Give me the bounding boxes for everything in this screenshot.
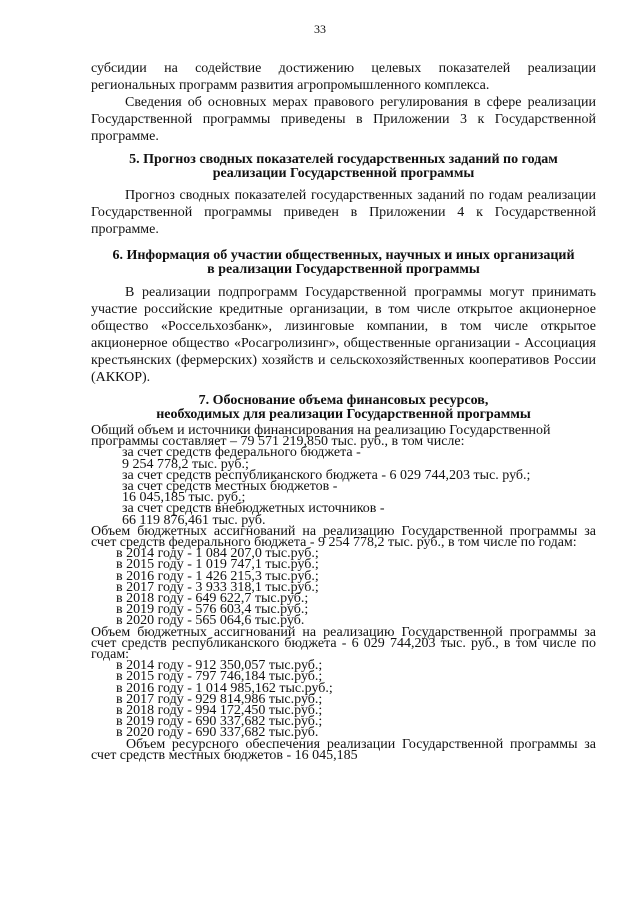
intro-paragraph-1: субсидии на содействие достижению целевых показателей реализации региональных программ развития агропромышленного комплекса. xyxy=(91,61,596,93)
source-line: 66 119 876,461 тыс. руб. xyxy=(122,512,266,528)
section-5-heading-line-2: реализации Государственной программы xyxy=(212,166,475,181)
section-7-heading xyxy=(91,394,596,422)
intro-paragraph-2: Сведения об основных мерах правового регулирования в сфере реализации Государственной программы приведены в Приложении 3 к Государственной программе. xyxy=(91,95,596,144)
local-budget-paragraph: Объем ресурсного обеспечения реализации Государственной программы за счет средств местных бюджетов - 16 045,185 xyxy=(91,736,596,763)
federal-year-line: в 2014 году - 1 084 207,0 тыс.руб.; xyxy=(116,546,319,562)
section-7-heading-line-1: 7. Обоснование объема финансовых ресурсов, xyxy=(198,393,489,408)
source-line: 16 045,185 тыс. руб.; xyxy=(122,490,246,506)
funding-total-paragraph: Общий объем и источники финансирования на реализацию Государственной программы составляет – 79 571 219,850 тыс. руб., в том числе: xyxy=(91,423,551,450)
section-7-heading-line-2: необходимых для реализации Государственной программы xyxy=(156,407,531,422)
funding-block xyxy=(91,425,596,761)
republic-year-line: в 2014 году - 912 350,057 тыс.руб.; xyxy=(116,658,323,674)
federal-year-line: в 2016 году - 1 426 215,3 тыс.руб.; xyxy=(116,568,319,584)
section-6-paragraph: В реализации подпрограмм Государственной программы могут принимать участие российские кредитные организации, в том числе открытое акционерное общество «Россельхозбанк», лизинговые компании, в том числе открытое акционерное общество «Росагролизинг», общественные организации - Ассоциация крестьянских (фермерских) хозяйств и сельскохозяйственных кооперативов России (АККОР). xyxy=(91,285,596,385)
federal-year-line: в 2017 году - 3 933 318,1 тыс.руб.; xyxy=(116,579,319,595)
republic-year-line: в 2017 году - 929 814,986 тыс.руб.; xyxy=(116,691,323,707)
page-number: 33 xyxy=(314,22,326,36)
section-5-paragraph: Прогноз сводных показателей государственных заданий по годам реализации Государственной программы приведен в Приложении 4 к Государственной программе. xyxy=(91,188,596,237)
source-line: за счет средств федерального бюджета - xyxy=(122,445,361,461)
section-6-heading xyxy=(91,249,596,277)
federal-year-line: в 2020 году - 565 064,6 тыс.руб. xyxy=(116,613,305,629)
source-line: за счет средств местных бюджетов - xyxy=(122,479,338,495)
federal-budget-paragraph: Объем бюджетных ассигнований на реализацию Государственной программы за счет средств федерального бюджета - 9 254 778,2 тыс. руб., в том числе по годам: xyxy=(91,523,596,551)
republic-year-line: в 2019 году - 690 337,682 тыс.руб.; xyxy=(116,714,323,730)
federal-year-line: в 2018 году - 649 622,7 тыс.руб.; xyxy=(116,591,309,607)
republic-year-line: в 2015 году - 797 746,184 тыс.руб.; xyxy=(116,669,323,685)
source-line: 9 254 778,2 тыс. руб.; xyxy=(122,456,249,472)
federal-year-line: в 2015 году - 1 019 747,1 тыс.руб.; xyxy=(116,557,319,573)
source-line: за счет средств республиканского бюджета - 6 029 744,203 тыс. руб.; xyxy=(122,467,531,483)
republic-year-line: в 2016 году - 1 014 985,162 тыс.руб.; xyxy=(116,680,333,696)
section-6-heading-line-1: 6. Информация об участии общественных, научных и иных организаций xyxy=(112,248,575,263)
republic-budget-paragraph: Объем бюджетных ассигнований на реализацию Государственной программы за счет средств республиканского бюджета - 6 029 744,203 тыс. руб., в том числе по годам: xyxy=(91,624,596,663)
section-5-heading-line-1: 5. Прогноз сводных показателей государственных заданий по годам xyxy=(129,152,558,167)
republic-year-line: в 2020 году - 690 337,682 тыс.руб. xyxy=(116,725,319,741)
republic-year-line: в 2018 году - 994 172,450 тыс.руб.; xyxy=(116,703,323,719)
section-6-heading-line-2: в реализации Государственной программы xyxy=(207,262,480,277)
section-5-heading xyxy=(91,153,596,181)
document-body xyxy=(91,60,596,761)
federal-year-line: в 2019 году - 576 603,4 тыс.руб.; xyxy=(116,602,309,618)
source-line: за счет средств внебюджетных источников - xyxy=(122,501,385,517)
